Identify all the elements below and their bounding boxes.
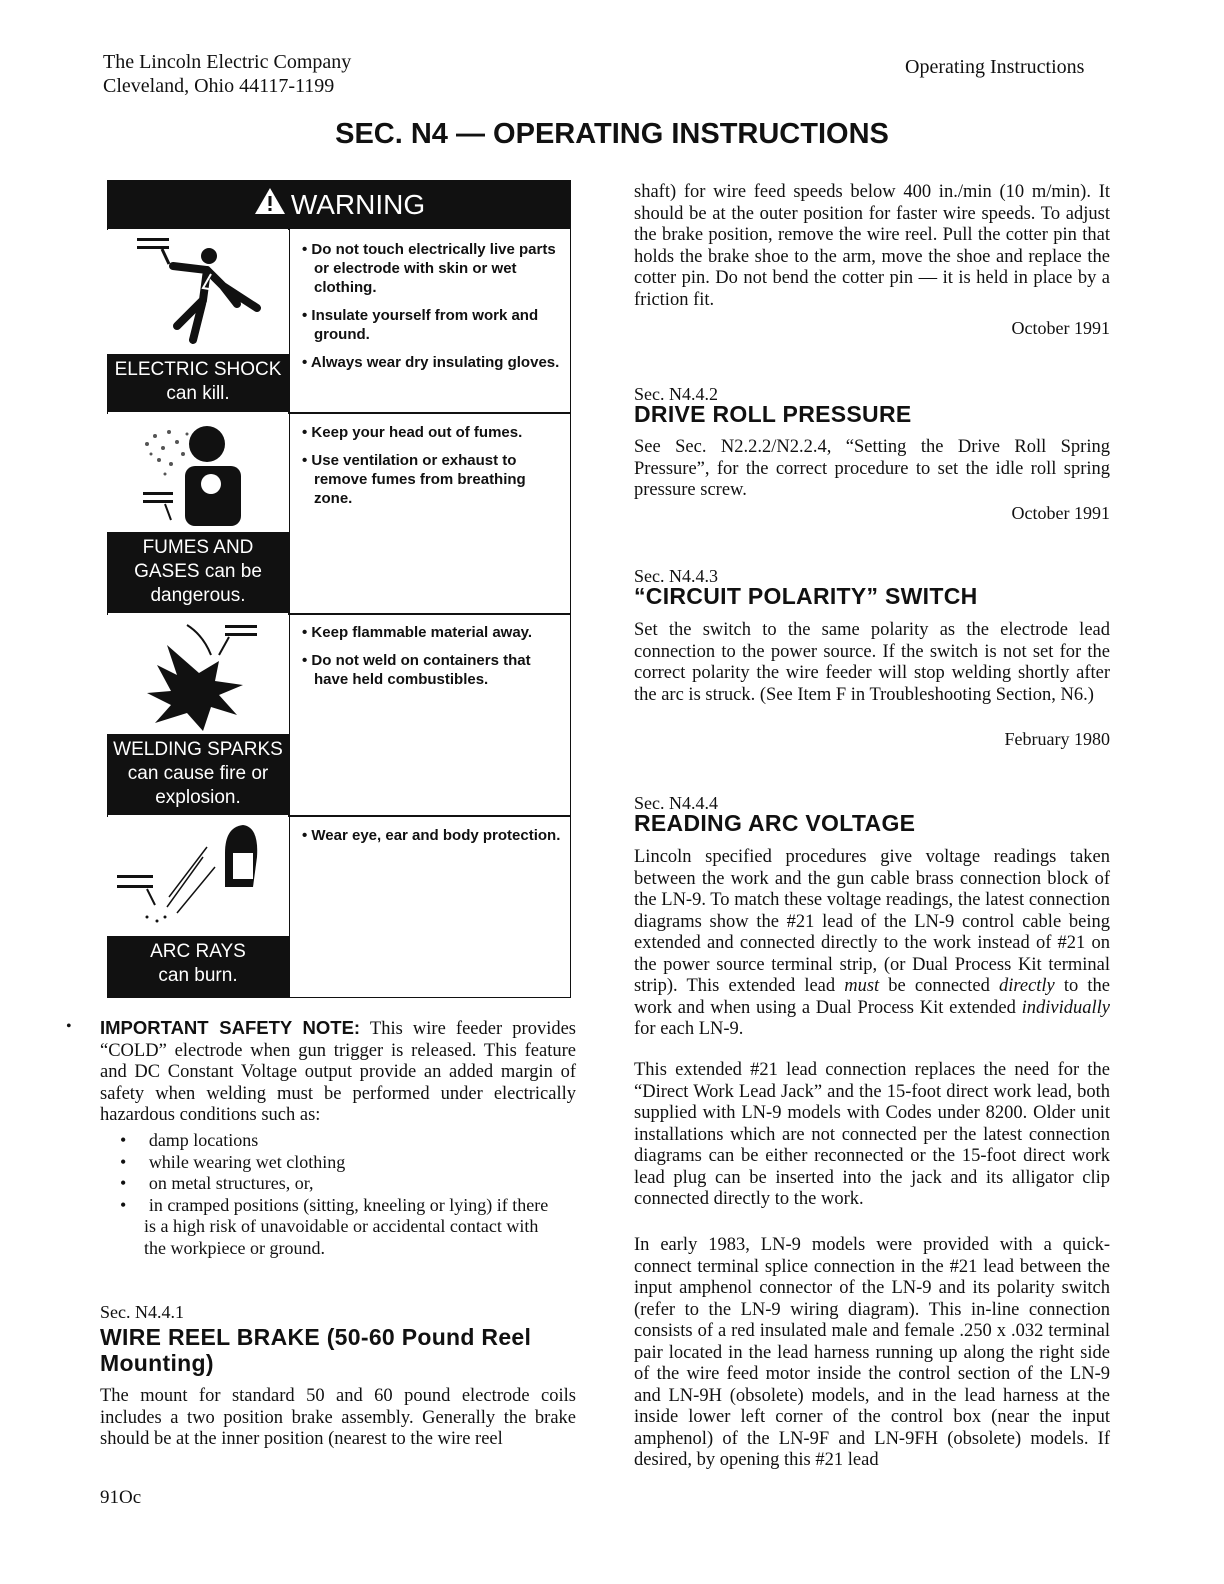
section-heading: WIRE REEL BRAKE (50-60 Pound Reel Mounting) [100, 1324, 532, 1376]
company-name: The Lincoln Electric Company [103, 51, 352, 73]
page-number: 91Oc [100, 1487, 142, 1508]
list-item: • damp locations [120, 1130, 259, 1150]
section-body-continued: shaft) for wire feed speeds below 400 in./min (10 m/min). It should be at the outer position for faster wire speeds. To adjust the brake position, remove the wire reel. Pull the cotter pin that holds the brake shoe to the arm, move the shoe and replace the cotter pin. Do not bend the cotter pin — it is held in place by a friction fit. [634, 182, 1110, 310]
warning-header [107, 180, 571, 229]
section-number: Sec. N4.4.4 [634, 793, 718, 813]
warning-row-divider [288, 815, 571, 817]
revision-date: October 1991 [1011, 318, 1110, 338]
safety-note [100, 1017, 576, 1127]
revision-date: October 1991 [1011, 503, 1110, 523]
page-title: SEC. N4 — OPERATING INSTRUCTIONS [335, 118, 889, 150]
section-heading: DRIVE ROLL PRESSURE [634, 401, 912, 427]
hazard-label-welding-sparks: WELDING SPARKS can cause fire or explosion. [107, 734, 289, 815]
section-body: See Sec. N2.2.2/N2.2.4, “Setting the Drive Roll Spring Pressure”, for the correct procedure to set the idle roll spring pressure screw. [634, 437, 1110, 500]
section-number: Sec. N4.4.3 [634, 566, 718, 586]
company-block [103, 50, 351, 98]
hazard-label-arc-rays: ARC RAYS can burn. [107, 936, 289, 997]
safety-conditions-list [120, 1130, 560, 1259]
revision-date: February 1980 [1004, 729, 1110, 749]
electric-shock-icon [107, 230, 289, 354]
hazard-bullets-fumes: • Keep your head out of fumes. • Use ventilation or exhaust to remove fumes from breathing zone. [302, 424, 526, 507]
section-paragraph: In early 1983, LN-9 models were provided with a quick-connect terminal splice connection in the #21 lead between the input amphenol connector of the LN-9 and its polarity switch (refer to the LN-9 wiring diagram). This in-line connection consists of a red insulated male and female .250 x .032 terminal pair located in the lead harness running up along the right side of the wire feed motor inside the control section of the LN-9 and LN-9H (obsolete) models, and in the lead harness at the inside lower left corner of the control box (near the input amphenol) of the LN-9F and LN-9FH (obsolete) models. If desired, by opening this #21 lead [634, 1235, 1110, 1470]
warning-triangle-icon [253, 182, 287, 231]
section-body: Set the switch to the same polarity as the electrode lead connection to the power source. If the switch is not set for the correct polarity the wire feeder will stop welding shortly after the arc is struck. (See Item F in Troubleshooting Section, N6.) [634, 620, 1110, 705]
section-label: Operating Instructions [905, 56, 1085, 78]
hazard-label-fumes: FUMES AND GASES can be dangerous. [107, 532, 289, 613]
list-item: • on metal structures, or, [120, 1173, 314, 1193]
section-paragraph: This extended #21 lead connection replaces the need for the “Direct Work Lead Jack” and the 15-foot direct work lead, both supplied with LN-9 models with Codes under 8200. Older unit installations which are not connected per the latest connection diagrams can be either reconnected or the 15-foot direct work lead plug can be inserted into the jack and its alligator clip connected directly to the work. [634, 1060, 1110, 1209]
section-number: Sec. N4.4.2 [634, 384, 718, 404]
company-address: Cleveland, Ohio 44117-1199 [103, 75, 335, 97]
fumes-icon [107, 414, 289, 532]
arc-rays-icon [107, 817, 289, 936]
warning-row-divider [288, 613, 571, 615]
warning-row-divider [288, 412, 571, 414]
hazard-bullets-welding-sparks: • Keep flammable material away. • Do not weld on containers that have held combustibles. [302, 624, 533, 688]
section-heading: READING ARC VOLTAGE [634, 810, 916, 836]
welding-sparks-icon [107, 615, 289, 734]
safety-note-text: This wire feeder provides “COLD” electrode when gun trigger is released. This feature and DC Constant Voltage output provide an added margin of safety when welding must be performed under electrically hazardous conditions such as: [100, 1019, 576, 1125]
list-item: • in cramped positions (sitting, kneeling or lying) if there is a high risk of unavoidable or accidental contact with the workpiece or ground. [120, 1194, 549, 1258]
margin-mark: • [66, 1018, 72, 1035]
section-heading: “CIRCUIT POLARITY” SWITCH [634, 583, 978, 609]
safety-note-lead: IMPORTANT SAFETY NOTE: [100, 1017, 361, 1038]
hazard-bullets-arc-rays: • Wear eye, ear and body protection. [302, 827, 561, 844]
hazard-bullets-electric-shock: • Do not touch electrically live parts or electrode with skin or wet clothing. • Insulate yourself from work and ground. • Always wear dry insulating gloves. [302, 241, 560, 371]
hazard-label-electric-shock: ELECTRIC SHOCK can kill. [107, 354, 289, 412]
warning-title: WARNING [290, 189, 426, 220]
section-body: The mount for standard 50 and 60 pound electrode coils includes a two position brake assembly. Generally the brake should be at the inner position (nearest to the wire reel [100, 1386, 576, 1449]
section-paragraph: Lincoln specified procedures give voltage readings taken between the work and the gun cable brass connection block of the LN-9. To match these voltage readings, the latest connection diagrams show the #21 lead of the LN-9 control cable being extended and connected directly to the work instead of #21 on the power source terminal strip, (or Dual Process Kit terminal strip). This extended lead must be connected directly to the work and when using a Dual Process Kit extended individually for each LN-9. [634, 847, 1110, 1039]
list-item: • while wearing wet clothing [120, 1151, 346, 1172]
section-number: Sec. N4.4.1 [100, 1302, 184, 1322]
